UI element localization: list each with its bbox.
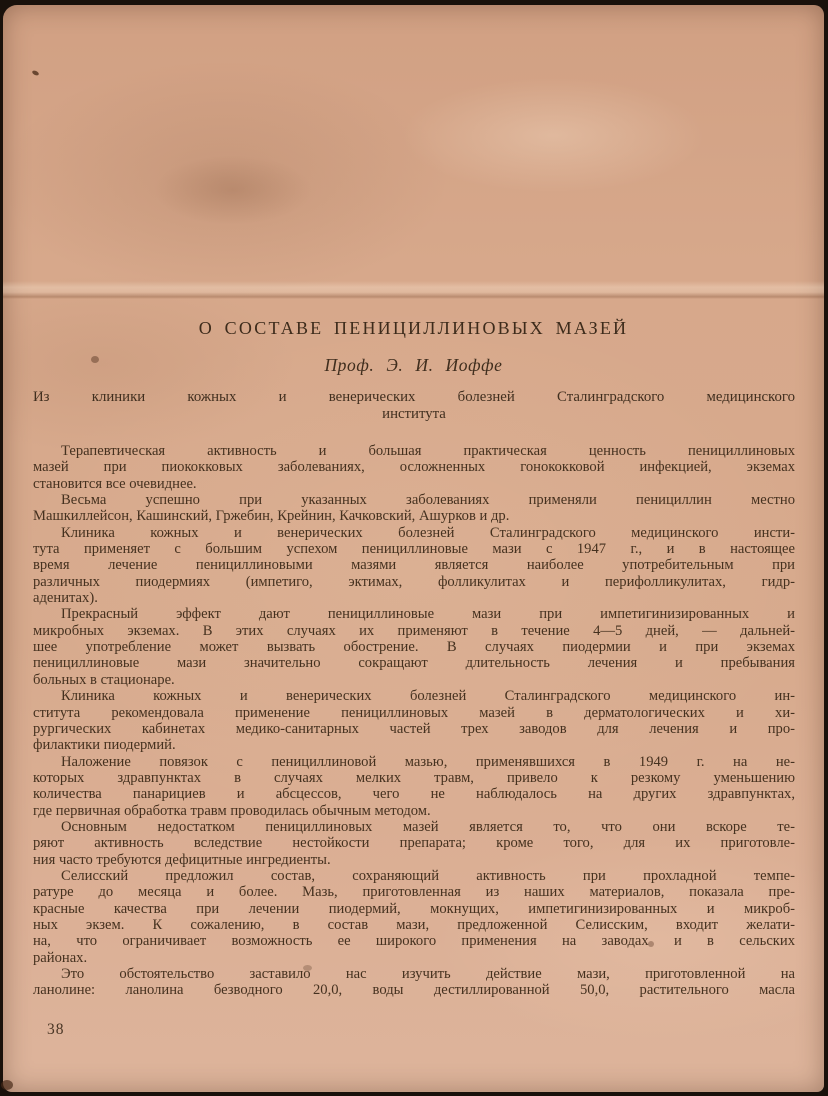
text-line: Наложение повязок с пенициллиновой мазью, применявшихся в 1949 г. на не- <box>61 753 795 770</box>
text-line: филактики пиодермий. <box>33 737 176 754</box>
text-line: аденитах). <box>33 590 98 607</box>
text-line: Терапевтическая активность и большая практическая ценность пенициллиновых <box>61 443 795 459</box>
text-line: тута применяет с большим успехом пенициллиновые мази с 1947 г., и в настоящее <box>33 541 795 558</box>
text-line: различных пиодермиях (импетиго, эктимах, фолликулитах и перифолликулитах, гидр- <box>33 573 795 590</box>
affiliation-line: института <box>382 406 446 422</box>
page-content <box>3 5 824 1092</box>
affiliation-line: Из клиники кожных и венерических болезней Сталинградского медицинского <box>33 389 795 405</box>
text-line: ратуре до месяца и более. Мазь, приготовленная из наших материалов, показала пре- <box>33 884 795 901</box>
text-line: становится все очевиднее. <box>33 475 197 492</box>
paragraph <box>33 688 795 753</box>
text-line: пенициллиновые мази значительно сокращают длительность лечения и пребывания <box>33 655 795 672</box>
text-line: микробных экземах. В этих случаях их применяют в течение 4—5 дней, — дальней- <box>33 622 795 639</box>
text-line: где первичная обработка травм проводилась обычным методом. <box>33 802 431 819</box>
page-number: 38 <box>47 1021 65 1038</box>
article-affiliation <box>33 389 795 423</box>
text-line: которых здравпунктах в случаях мелких травм, привело к резкому уменьшению <box>33 769 795 786</box>
paragraph <box>33 754 795 819</box>
text-line: ряют активность вследствие нестойкости препарата; кроме того, для их приготовле- <box>33 835 795 852</box>
text-line: Селисский предложил состав, сохраняющий активность при прохладной темпе- <box>61 867 795 884</box>
text-line: Основным недостатком пенициллиновых мазей является то, что они вскоре те- <box>61 818 795 835</box>
text-line: Клиника кожных и венерических болезней Сталинградского медицинского ин- <box>61 688 795 705</box>
article-title: О СОСТАВЕ ПЕНИЦИЛЛИНОВЫХ МАЗЕЙ <box>198 318 629 338</box>
text-line: Прекрасный эффект дают пенициллиновые мази при импетигинизированных и <box>61 606 795 623</box>
text-line: Весьма успешно при указанных заболеваниях применяли пенициллин местно <box>61 492 795 509</box>
paragraph <box>33 525 795 607</box>
paragraph <box>33 819 795 868</box>
paragraph <box>33 443 795 492</box>
text-line: районах. <box>33 949 88 966</box>
text-line: ния часто требуются дефицитные ингредиенты. <box>33 851 331 868</box>
paragraph <box>33 606 795 688</box>
article-author: Проф. Э. И. Иоффе <box>324 355 503 375</box>
text-line: шее употребление может вызвать обострение. В случаях пиодермии и при экземах <box>33 639 795 656</box>
paragraph <box>33 966 795 999</box>
paragraph <box>33 492 795 525</box>
text-line: больных в стационаре. <box>33 671 175 688</box>
text-line: количества панарициев и абсцессов, чего не наблюдалось на других здравпунктах, <box>33 786 795 803</box>
text-line: Клиника кожных и венерических болезней Сталинградского медицинского инсти- <box>61 524 795 541</box>
paragraph <box>33 868 795 966</box>
article-body <box>33 443 795 999</box>
text-line: красные качества при лечении пиодермий, мокнущих, импетигинизированных и микроб- <box>33 900 795 917</box>
text-line: Машкиллейсон, Кашинский, Гржебин, Крейнин, Качковский, Ашурков и др. <box>33 508 510 525</box>
text-line: рургических кабинетах медико-санитарных частей трех заводов для лечения и про- <box>33 720 795 737</box>
document-page <box>3 5 824 1092</box>
text-line: на, что ограничивает возможность ее широкого применения на заводах и в сельских <box>33 933 795 950</box>
text-line: ланолине: ланолина безводного 20,0, воды дестиллированной 50,0, растительного масла <box>33 982 795 999</box>
text-line: Это обстоятельство заставило нас изучить действие мази, приготовленной на <box>61 966 795 982</box>
text-line: ститута рекомендовала применение пенициллиновых мазей в дерматологических и хи- <box>33 704 795 721</box>
text-line: мазей при пиококковых заболеваниях, осложненных гонококковой инфекцией, экземах <box>33 459 795 476</box>
text-line: время лечение пенициллиновыми мазями является наиболее употребительным при <box>33 557 795 574</box>
text-line: ных экзем. К сожалению, в состав мази, предложенной Селисским, входит желати- <box>33 916 795 933</box>
